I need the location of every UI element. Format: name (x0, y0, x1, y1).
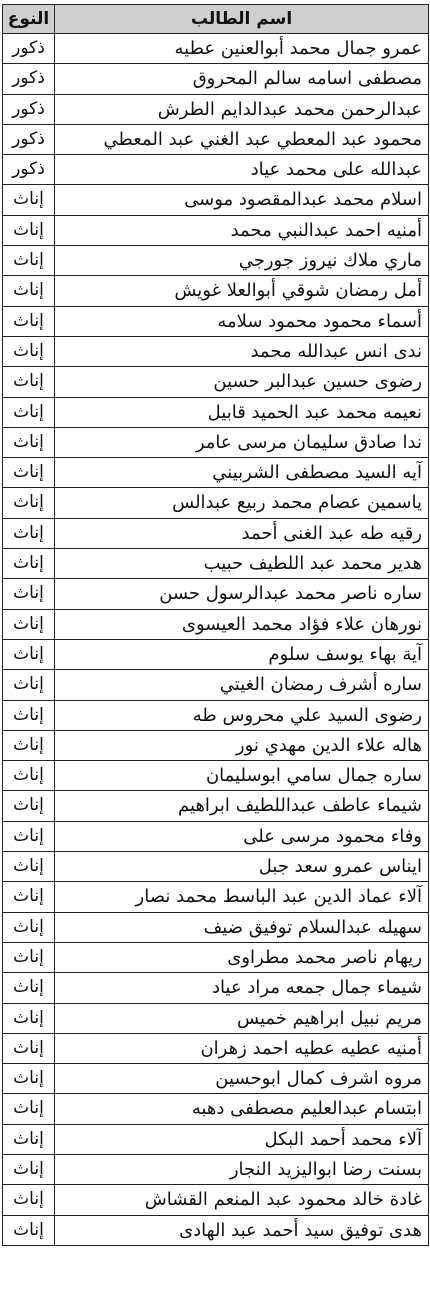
gender-cell[interactable]: إناث (3, 1033, 55, 1063)
student-name-cell[interactable]: شيماء جمال جمعه مراد عياد (55, 973, 429, 1003)
gender-cell[interactable]: إناث (3, 397, 55, 427)
table-row (3, 609, 429, 639)
student-name-cell[interactable]: رقيه طه عبد الغنى أحمد (55, 518, 429, 548)
table-row (3, 427, 429, 457)
gender-cell[interactable]: إناث (3, 1124, 55, 1154)
gender-cell[interactable]: ذكور (3, 155, 55, 185)
student-name-cell[interactable]: ندا صادق سليمان مرسى عامر (55, 427, 429, 457)
gender-cell[interactable]: إناث (3, 427, 55, 457)
table-row (3, 1064, 429, 1094)
table-row (3, 1003, 429, 1033)
table-row (3, 458, 429, 488)
table-row (3, 761, 429, 791)
column-header-student-name[interactable]: اسم الطالب (55, 5, 429, 34)
gender-cell[interactable]: إناث (3, 821, 55, 851)
table-row (3, 155, 429, 185)
gender-cell[interactable]: إناث (3, 852, 55, 882)
gender-cell[interactable]: ذكور (3, 94, 55, 124)
table-row (3, 942, 429, 972)
student-name-cell[interactable]: عبدالرحمن محمد عبدالدايم الطرش (55, 94, 429, 124)
student-name-cell[interactable]: شيماء عاطف عبداللطيف ابراهيم (55, 791, 429, 821)
header-row (3, 5, 429, 34)
gender-cell[interactable]: إناث (3, 276, 55, 306)
gender-cell[interactable]: ذكور (3, 124, 55, 154)
student-name-cell[interactable]: أمنيه عطيه عطيه احمد زهران (55, 1033, 429, 1063)
table-row (3, 246, 429, 276)
table-row (3, 852, 429, 882)
gender-cell[interactable]: إناث (3, 912, 55, 942)
gender-cell[interactable]: إناث (3, 215, 55, 245)
table-row (3, 791, 429, 821)
table-row (3, 276, 429, 306)
student-name-cell[interactable]: بسنت رضا ابواليزيد النجار (55, 1154, 429, 1184)
table-row (3, 1215, 429, 1245)
table-row (3, 336, 429, 366)
table-row (3, 670, 429, 700)
student-name-cell[interactable]: غادة خالد محمود عبد المنعم القشاش (55, 1185, 429, 1215)
table-row (3, 912, 429, 942)
gender-cell[interactable]: إناث (3, 488, 55, 518)
table-row (3, 64, 429, 94)
table-row (3, 639, 429, 669)
table-row (3, 1094, 429, 1124)
table-row (3, 124, 429, 154)
student-name-cell[interactable]: أمل رمضان شوقي أبوالعلا غويش (55, 276, 429, 306)
gender-cell[interactable]: ذكور (3, 64, 55, 94)
gender-cell[interactable]: إناث (3, 246, 55, 276)
table-row (3, 397, 429, 427)
table-row (3, 579, 429, 609)
table-row (3, 34, 429, 64)
gender-cell[interactable]: إناث (3, 609, 55, 639)
gender-cell[interactable]: إناث (3, 367, 55, 397)
student-name-cell[interactable]: رضوى حسين عبدالبر حسين (55, 367, 429, 397)
table-row (3, 215, 429, 245)
student-name-cell[interactable]: آلاء محمد أحمد البكل (55, 1124, 429, 1154)
table-row (3, 367, 429, 397)
table-row (3, 549, 429, 579)
gender-cell[interactable]: إناث (3, 639, 55, 669)
gender-cell[interactable]: إناث (3, 579, 55, 609)
student-name-cell[interactable]: نورهان علاء فؤاد محمد العيسوى (55, 609, 429, 639)
table-row (3, 1124, 429, 1154)
student-name-cell[interactable]: هدى توفيق سيد أحمد عبد الهادى (55, 1215, 429, 1245)
students-table (2, 4, 429, 1246)
table-row (3, 306, 429, 336)
student-name-cell[interactable]: أسماء محمود محمود سلامه (55, 306, 429, 336)
student-name-cell[interactable]: عبدالله على محمد عياد (55, 155, 429, 185)
gender-cell[interactable]: إناث (3, 1154, 55, 1184)
table-row (3, 518, 429, 548)
student-name-cell[interactable]: اسلام محمد عبدالمقصود موسى (55, 185, 429, 215)
gender-cell[interactable]: إناث (3, 518, 55, 548)
student-name-cell[interactable]: رضوى السيد علي محروس طه (55, 700, 429, 730)
gender-cell[interactable]: إناث (3, 336, 55, 366)
student-name-cell[interactable]: آية بهاء يوسف سلوم (55, 639, 429, 669)
gender-cell[interactable]: إناث (3, 670, 55, 700)
gender-cell[interactable]: إناث (3, 549, 55, 579)
table-row (3, 1154, 429, 1184)
student-name-cell[interactable]: آلاء عماد الدين عبد الباسط محمد نصار (55, 882, 429, 912)
student-name-cell[interactable]: ساره أشرف رمضان الغيتي (55, 670, 429, 700)
gender-cell[interactable]: إناث (3, 1094, 55, 1124)
student-name-cell[interactable]: نعيمه محمد عبد الحميد قابيل (55, 397, 429, 427)
student-name-cell[interactable]: ماري ملاك نيروز جورجي (55, 246, 429, 276)
gender-cell[interactable]: إناث (3, 185, 55, 215)
student-name-cell[interactable]: ياسمين عصام محمد ربيع عبدالس (55, 488, 429, 518)
student-name-cell[interactable]: ابتسام عبدالعليم مصطفى دهبه (55, 1094, 429, 1124)
gender-cell[interactable]: إناث (3, 942, 55, 972)
student-name-cell[interactable]: أمنيه احمد عبدالنبي محمد (55, 215, 429, 245)
gender-cell[interactable]: ذكور (3, 34, 55, 64)
gender-cell[interactable]: إناث (3, 306, 55, 336)
gender-cell[interactable]: إناث (3, 458, 55, 488)
table-row (3, 1185, 429, 1215)
student-name-cell[interactable]: ساره جمال سامي ابوسليمان (55, 761, 429, 791)
student-name-cell[interactable]: ايناس عمرو سعد جبل (55, 852, 429, 882)
gender-cell[interactable]: إناث (3, 973, 55, 1003)
gender-cell[interactable]: إناث (3, 791, 55, 821)
column-header-gender[interactable]: النوع (3, 5, 55, 34)
table-row (3, 488, 429, 518)
table-row (3, 94, 429, 124)
student-name-cell[interactable]: هاله علاء الدين مهدي نور (55, 730, 429, 760)
gender-cell[interactable]: إناث (3, 730, 55, 760)
student-name-cell[interactable]: سهيله عبدالسلام توفيق ضيف (55, 912, 429, 942)
student-name-cell[interactable]: وفاء محمود مرسى على (55, 821, 429, 851)
table-body (3, 34, 429, 1246)
table-row (3, 882, 429, 912)
table-row (3, 1033, 429, 1063)
gender-cell[interactable]: إناث (3, 700, 55, 730)
student-name-cell[interactable]: محمود عبد المعطي عبد الغني عبد المعطي (55, 124, 429, 154)
gender-cell[interactable]: إناث (3, 882, 55, 912)
table-row (3, 973, 429, 1003)
student-name-cell[interactable]: ريهام ناصر محمد مطراوى (55, 942, 429, 972)
table-row (3, 821, 429, 851)
gender-cell[interactable]: إناث (3, 1215, 55, 1245)
student-name-cell[interactable]: ندى انس عبدالله محمد (55, 336, 429, 366)
student-name-cell[interactable]: ساره ناصر محمد عبدالرسول حسن (55, 579, 429, 609)
gender-cell[interactable]: إناث (3, 761, 55, 791)
student-name-cell[interactable]: عمرو جمال محمد أبوالعنين عطيه (55, 34, 429, 64)
student-name-cell[interactable]: مريم نبيل ابراهيم خميس (55, 1003, 429, 1033)
student-name-cell[interactable]: هدير محمد عبد اللطيف حبيب (55, 549, 429, 579)
gender-cell[interactable]: إناث (3, 1185, 55, 1215)
student-name-cell[interactable]: مروه اشرف كمال ابوحسين (55, 1064, 429, 1094)
gender-cell[interactable]: إناث (3, 1064, 55, 1094)
student-name-cell[interactable]: آيه السيد مصطفى الشربيني (55, 458, 429, 488)
table-row (3, 730, 429, 760)
table-row (3, 700, 429, 730)
table-row (3, 185, 429, 215)
student-name-cell[interactable]: مصطفى اسامه سالم المحروق (55, 64, 429, 94)
gender-cell[interactable]: إناث (3, 1003, 55, 1033)
